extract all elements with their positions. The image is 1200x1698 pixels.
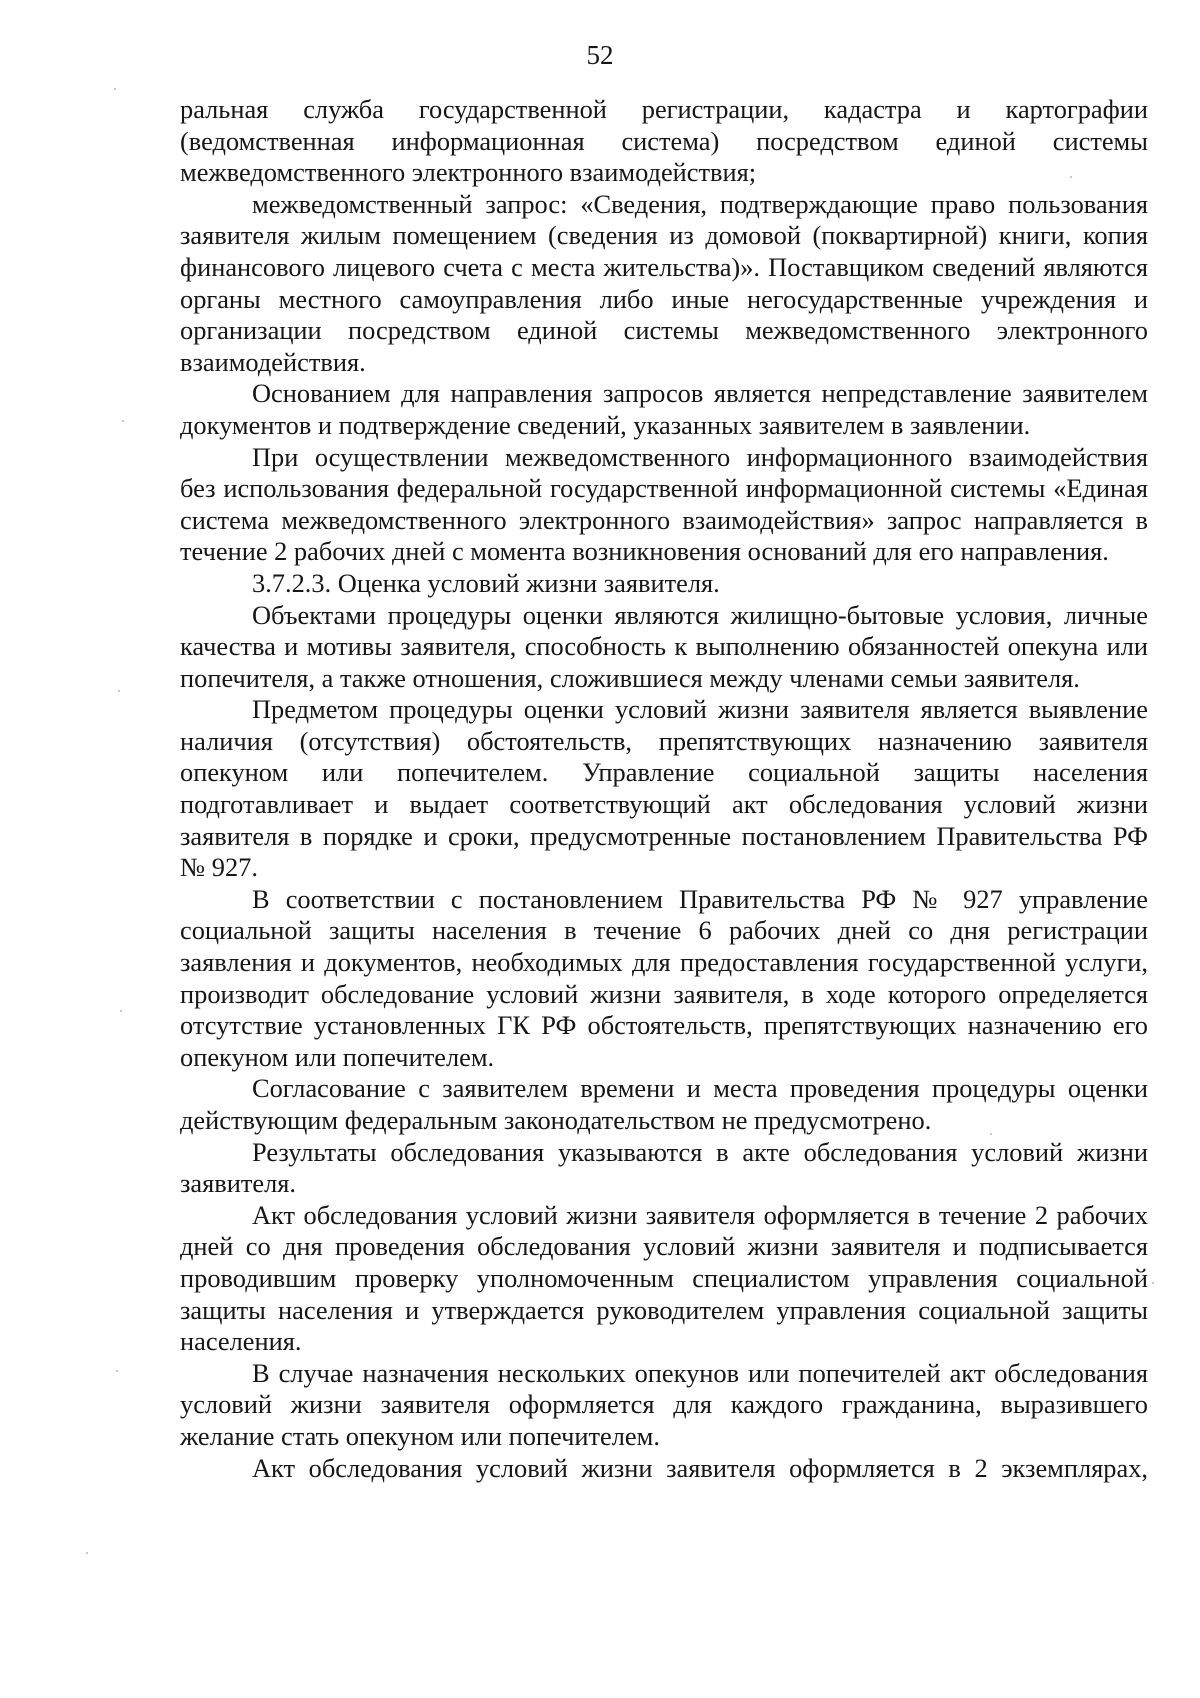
paragraph-request-deadline: При осуществлении межведомственного информационного взаимодействия без использования федеральной государственной информационной системы «Единая система межведомственного электронного взаимодействия» запрос направляется в течение 2 рабочих дней с момента возникновения оснований для его направления. bbox=[180, 441, 1148, 567]
paragraph-grounds-for-requests: Основанием для направления запросов является непредставление заявителем документов и подтверждение сведений, указанных заявителем в заявлении. bbox=[180, 378, 1148, 440]
scan-speck bbox=[114, 88, 116, 90]
paragraph-assessment-subject: Предметом процедуры оценки условий жизни заявителя является выявление наличия (отсутствия) обстоятельств, препятствующих назначению заявителя опекуном или попечителем. Управление социальной защиты населения подготавливает и выдает соответствующий акт обследования условий жизни заявителя в порядке и сроки, предусмотренные постановлением Правительства РФ № 927. bbox=[180, 694, 1148, 883]
scan-speck bbox=[118, 690, 120, 692]
scan-speck bbox=[122, 420, 124, 422]
section-heading-3-7-2-3: 3.7.2.3. Оценка условий жизни заявителя. bbox=[252, 567, 720, 598]
paragraph-act-preparation: Акт обследования условий жизни заявителя оформляется в течение 2 рабочих дней со дня проведения обследования условий жизни заявителя и подписывается проводившим проверку уполномоченным специалистом управления социальной защиты населения и утверждается руководителем управления социальной защиты населения. bbox=[180, 1199, 1148, 1357]
paragraph-assessment-objects: Объектами процедуры оценки являются жилищно-бытовые условия, личные качества и мотивы заявителя, способность к выполнению обязанностей опекуна или попечителя, а также отношения, сложившиеся между членами семьи заявителя. bbox=[180, 599, 1148, 693]
paragraph-no-coordination: Согласование с заявителем времени и места проведения процедуры оценки действующим федеральным законодательством не предусмотрено. bbox=[180, 1073, 1148, 1135]
paragraph-continuation: ральная служба государственной регистрации, кадастра и картографии (ведомственная информационная система) посредством единой системы межведомственного электронного взаимодействия; bbox=[180, 94, 1148, 188]
document-body bbox=[180, 94, 1148, 1484]
paragraph-interagency-request: межведомственный запрос: «Сведения, подтверждающие право пользования заявителя жилым помещением (сведения из домовой (поквартирной) книги, копия финансового лицевого счета с места жительства)». Поставщиком сведений являются органы местного самоуправления либо иные негосударственные учреждения и организации посредством единой системы межведомственного электронного взаимодействия. bbox=[180, 188, 1148, 377]
scan-speck bbox=[1070, 176, 1072, 178]
paragraph-multiple-guardians: В случае назначения нескольких опекунов или попечителей акт обследования условий жизни заявителя оформляется для каждого гражданина, выразившего желание стать опекуном или попечителем. bbox=[180, 1357, 1148, 1451]
paragraph-inspection-procedure: В соответствии с постановлением Правительства РФ № 927 управление социальной защиты населения в течение 6 рабочих дней со дня регистрации заявления и документов, необходимых для предоставления государственной услуги, производит обследование условий жизни заявителя, в ходе которого определяется отсутствие установленных ГК РФ обстоятельств, препятствующих назначению его опекуном или попечителем. bbox=[180, 883, 1148, 1072]
paragraph-act-copies: Акт обследования условий жизни заявителя оформляется в 2 экземплярах, bbox=[252, 1452, 1148, 1483]
page-number: 52 bbox=[586, 40, 614, 70]
scan-speck bbox=[990, 1133, 992, 1135]
scan-speck bbox=[1152, 1282, 1154, 1284]
scan-speck bbox=[86, 1552, 88, 1554]
scan-speck bbox=[116, 1370, 118, 1372]
paragraph-inspection-results: Результаты обследования указываются в акте обследования условий жизни заявителя. bbox=[180, 1136, 1148, 1199]
scan-speck bbox=[120, 1010, 122, 1012]
